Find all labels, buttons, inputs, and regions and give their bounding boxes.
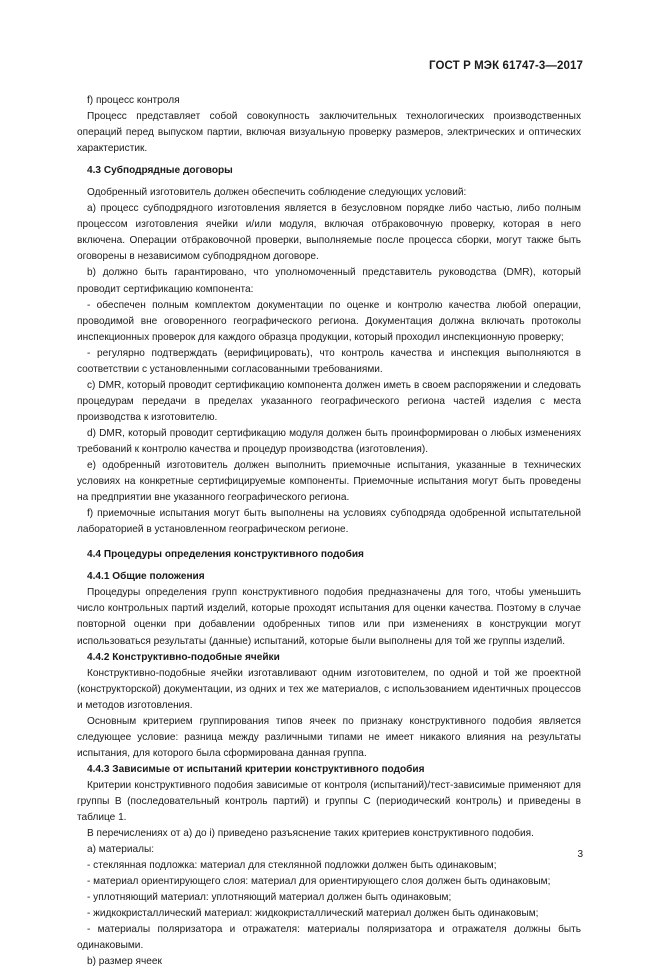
paragraph: Одобренный изготовитель должен обеспечить соблюдение следующих условий: xyxy=(87,187,467,199)
paragraph: с) DMR, который проводит сертификацию компонента должен иметь в своем распоряжении и следовать процедурам передачи в пределах указанного географического региона частей изделия с места производства к изготовителю. xyxy=(77,379,581,423)
paragraph: Процедуры определения групп конструктивного подобия предназначены для того, чтобы уменьшить число контрольных партий изделий, которые проходят испытания для оценки качества. Поэтому в случае повторной оценки при добавлении одобренных типов или при изменениях в конструкции могут использоваться результаты (данные) испытаний, которые были выполнены для той же группы изделий. xyxy=(77,587,581,647)
subsection-heading: 4.4.1 Общие положения xyxy=(87,571,205,583)
paragraph: f) процесс контроля xyxy=(87,95,180,106)
list-item: - жидкокристаллический материал: жидкокристаллический материал должен быть одинаковым; xyxy=(87,908,539,920)
section-heading: 4.4 Процедуры определения конструктивного подобия xyxy=(87,549,364,561)
paragraph: f) приемочные испытания могут быть выполнены на условиях субподряда одобренной испытательной лабораторией в установленном географическом регионе. xyxy=(77,508,581,536)
list-item: - уплотняющий материал: уплотняющий материал должен быть одинаковым; xyxy=(87,892,452,904)
section-heading: 4.3 Субподрядные договоры xyxy=(87,165,233,177)
list-item: - материал ориентирующего слоя: материал для ориентирующего слоя должен быть одинаковым; xyxy=(87,876,551,888)
list-item: - материалы поляризатора и отражателя: материалы поляризатора и отражателя должны быть одинаковыми. xyxy=(77,924,581,952)
paragraph: а) процесс субподрядного изготовления является в безусловном порядке либо частью, либо полным процессом изготовления ячейки и/или модуля, включая отбраковочную проверку, которая в него включена. Операции отбраковочной проверки, выполняемые после процесса сборки, могут также быть оговорены в независимом субподрядном договоре. xyxy=(77,203,581,263)
document-body xyxy=(77,93,581,970)
list-item: - обеспечен полным комплектом документации по оценке и контролю качества любой операции, проводимой вне оговоренного географического региона. Документация должна включать протоколы инспекционных проверок для каждого образца продукции, который проходил инспекционную проверку; xyxy=(77,299,581,343)
paragraph: Процесс представляет собой совокупность заключительных технологических производственных операций перед выпуском партии, включая визуальную проверку размеров, электрических и оптических характеристик. xyxy=(77,111,581,155)
subsection-heading: 4.4.3 Зависимые от испытаний критерии конструктивного подобия xyxy=(87,763,425,775)
subsection-heading: 4.4.2 Конструктивно-подобные ячейки xyxy=(87,651,280,663)
paragraph: е) одобренный изготовитель должен выполнить приемочные испытания, указанные в технических условиях на конкретные сертифицируемые компоненты. Приемочные испытания могут быть проведены на предприятии вне указанного географического региона. xyxy=(77,460,581,504)
paragraph: Критерии конструктивного подобия зависимые от контроля (испытаний)/тест-зависимые применяют для группы В (последовательный контроль партий) и группы С (периодический контроль) и приведены в таблице 1. xyxy=(77,779,581,824)
page-number: 3 xyxy=(577,849,583,860)
paragraph: d) DMR, который проводит сертификацию модуля должен быть проинформирован о любых изменениях требований к контролю качества и процедур производства (изготовления). xyxy=(77,427,581,455)
paragraph: Основным критерием группирования типов ячеек по признаку конструктивного подобия является следующее условие: разница между различными типами не имеет никакого влияния на результаты испытания, для которого была сформирована данная группа. xyxy=(77,715,581,759)
paragraph: Конструктивно-подобные ячейки изготавливают одним изготовителем, по одной и той же проектной (конструкторской) документации, из одних и тех же материалов, с использованием идентичных процессов и методов изготовления. xyxy=(77,667,581,711)
list-item: b) размер ячеек xyxy=(87,956,162,968)
list-item: а) материалы: xyxy=(87,844,155,856)
list-item: - регулярно подтверждать (верифицировать), что контроль качества и инспекция выполняются в соответствии с установленными согласованными требованиями. xyxy=(77,347,581,375)
list-item: - стеклянная подложка: материал для стеклянной подложки должен быть одинаковым; xyxy=(87,860,497,872)
paragraph: В перечислениях от а) до i) приведено разъяснение таких критериев конструктивного подобия. xyxy=(87,828,534,840)
paragraph: b) должно быть гарантировано, что уполномоченный представитель руководства (DMR), который проводит сертификацию компонента: xyxy=(77,267,581,295)
document-header: ГОСТ Р МЭК 61747-3—2017 xyxy=(429,60,583,72)
